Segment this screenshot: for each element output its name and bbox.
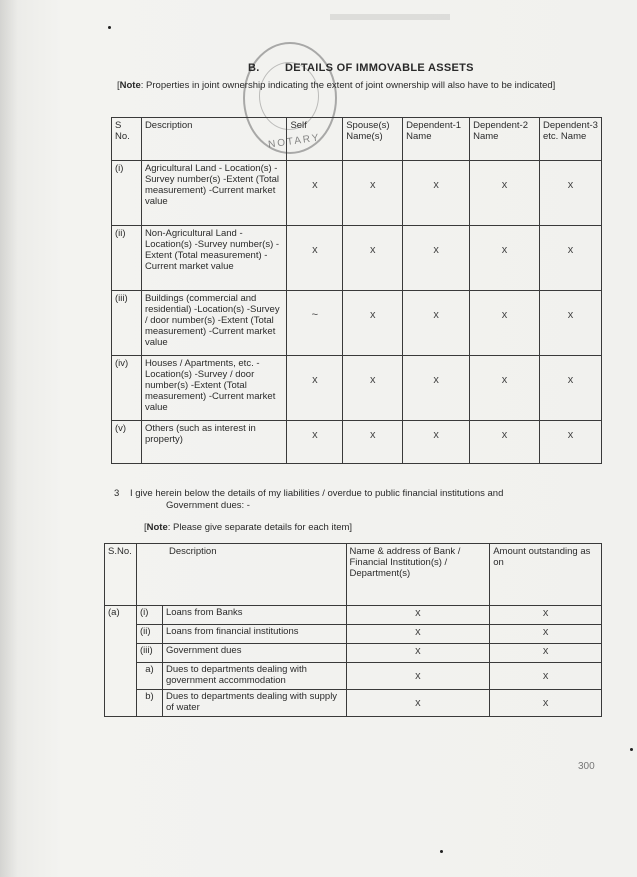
handwritten-cross: x xyxy=(501,179,508,191)
row-description: Government dues xyxy=(162,644,346,663)
row-sno: (iv) xyxy=(112,356,142,421)
handwritten-cross: x xyxy=(369,429,376,441)
handwritten-cross: x xyxy=(415,645,421,657)
handwritten-cross: x xyxy=(433,429,439,441)
table-row xyxy=(105,644,602,663)
handwritten-cross: x xyxy=(312,244,318,256)
header-dependent-2: Dependent-2 Name xyxy=(470,118,540,161)
handwritten-cross: x xyxy=(415,697,421,709)
table-row xyxy=(105,663,602,690)
header-dependent-1: Dependent-1 Name xyxy=(403,118,470,161)
handwritten-cross: x xyxy=(501,309,508,321)
row-sno: (ii) xyxy=(112,226,142,291)
scan-speck xyxy=(630,748,633,751)
note-label: Note xyxy=(119,80,141,91)
row-description: Houses / Apartments, etc. -Location(s) -Survey / door number(s) -Extent (Total measurement) -Current market value xyxy=(141,356,287,421)
paragraph-text-line1: I give herein below the details of my liabilities / overdue to public financial institutions and xyxy=(130,488,504,499)
notary-stamp-text: NOTARY xyxy=(267,132,322,151)
scan-smudge xyxy=(330,14,450,20)
handwritten-cross: x xyxy=(369,309,376,321)
handwritten-cross: x xyxy=(433,374,439,386)
handwritten-scribble: ~ xyxy=(311,309,319,321)
scan-speck xyxy=(440,850,443,853)
row-description: Non-Agricultural Land - Location(s) -Survey number(s) -Extent (Total measurement) -Current market value xyxy=(141,226,287,291)
row-sub: b) xyxy=(136,690,162,717)
header-sno: S No. xyxy=(112,118,142,161)
row-description: Dues to departments dealing with government accommodation xyxy=(162,663,346,690)
page-number: 300 xyxy=(578,761,595,772)
table-row xyxy=(105,625,602,644)
handwritten-cross: x xyxy=(567,309,574,321)
header-description: Description xyxy=(141,118,287,161)
row-description: Loans from financial institutions xyxy=(162,625,346,644)
row-sno: (i) xyxy=(112,161,142,226)
header-sno: S.No. xyxy=(105,544,137,606)
row-sub: a) xyxy=(136,663,162,690)
header-spouse: Spouse(s) Name(s) xyxy=(343,118,403,161)
handwritten-cross: x xyxy=(542,670,549,682)
row-sub: (iii) xyxy=(136,644,162,663)
handwritten-cross: x xyxy=(433,244,439,256)
table-row xyxy=(112,291,602,356)
table-header-row xyxy=(105,544,602,606)
note-text: Properties in joint ownership indicating the extent of joint ownership will also have to be indicated] xyxy=(146,80,556,91)
section-title xyxy=(248,62,474,74)
header-amount: Amount outstanding as on xyxy=(490,544,602,606)
handwritten-cross: x xyxy=(415,626,421,638)
section-letter: B. xyxy=(248,62,260,74)
row-sub: (ii) xyxy=(136,625,162,644)
row-description: Agricultural Land - Location(s) -Survey number(s) -Extent (Total measurement) -Current market value xyxy=(141,161,287,226)
liabilities-table xyxy=(104,543,602,717)
note2-text: : Please give separate details for each item] xyxy=(167,522,353,533)
header-bank: Name & address of Bank / Financial Institution(s) / Department(s) xyxy=(346,544,490,606)
handwritten-cross: x xyxy=(501,429,508,441)
handwritten-cross: x xyxy=(433,179,439,191)
handwritten-cross: x xyxy=(415,670,421,682)
handwritten-cross: x xyxy=(312,374,318,386)
row-description: Others (such as interest in property) xyxy=(141,421,287,464)
handwritten-cross: x xyxy=(567,179,574,191)
paragraph-number: 3 xyxy=(114,488,120,499)
row-description: Dues to departments dealing with supply of water xyxy=(162,690,346,717)
handwritten-cross: x xyxy=(542,607,549,619)
table-header-row xyxy=(112,118,602,161)
scan-speck xyxy=(108,26,111,29)
liabilities-paragraph xyxy=(114,488,584,512)
row-sno: (v) xyxy=(112,421,142,464)
handwritten-cross: x xyxy=(312,429,318,441)
handwritten-cross: x xyxy=(501,374,508,386)
row-description: Loans from Banks xyxy=(162,606,346,625)
joint-ownership-note: [Note: Properties in joint ownership indicating the extent of joint ownership will also have to be indicated] xyxy=(117,80,556,91)
handwritten-cross: x xyxy=(567,429,574,441)
paragraph-text-line2: Government dues: - xyxy=(166,500,250,511)
handwritten-cross: x xyxy=(567,244,574,256)
table-row xyxy=(112,161,602,226)
table-row xyxy=(112,356,602,421)
header-self: Self xyxy=(287,118,343,161)
handwritten-cross: x xyxy=(542,626,549,638)
section-heading: DETAILS OF IMMOVABLE ASSETS xyxy=(284,62,474,74)
immovable-assets-table xyxy=(111,117,602,464)
table-row xyxy=(112,226,602,291)
separate-details-note: [Note: Please give separate details for each item] xyxy=(144,522,353,533)
handwritten-cross: x xyxy=(433,309,439,321)
row-sno: (iii) xyxy=(112,291,142,356)
table-row xyxy=(105,690,602,717)
handwritten-cross: x xyxy=(542,697,549,709)
handwritten-cross: x xyxy=(501,244,508,256)
header-description: Description xyxy=(136,544,346,606)
header-dependent-3: Dependent-3 etc. Name xyxy=(539,118,601,161)
row-description: Buildings (commercial and residential) -Location(s) -Survey / door number(s) -Extent (Total measurement) -Current market value xyxy=(141,291,287,356)
handwritten-cross: x xyxy=(369,244,376,256)
handwritten-cross: x xyxy=(567,374,574,386)
handwritten-cross: x xyxy=(542,645,549,657)
handwritten-cross: x xyxy=(369,374,376,386)
row-sub: (i) xyxy=(136,606,162,625)
table-row xyxy=(105,606,602,625)
row-group: (a) xyxy=(105,606,137,717)
handwritten-cross: x xyxy=(369,179,376,191)
table-row xyxy=(112,421,602,464)
handwritten-cross: x xyxy=(415,607,421,619)
handwritten-cross: x xyxy=(312,179,318,191)
note2-label: Note xyxy=(146,522,168,533)
